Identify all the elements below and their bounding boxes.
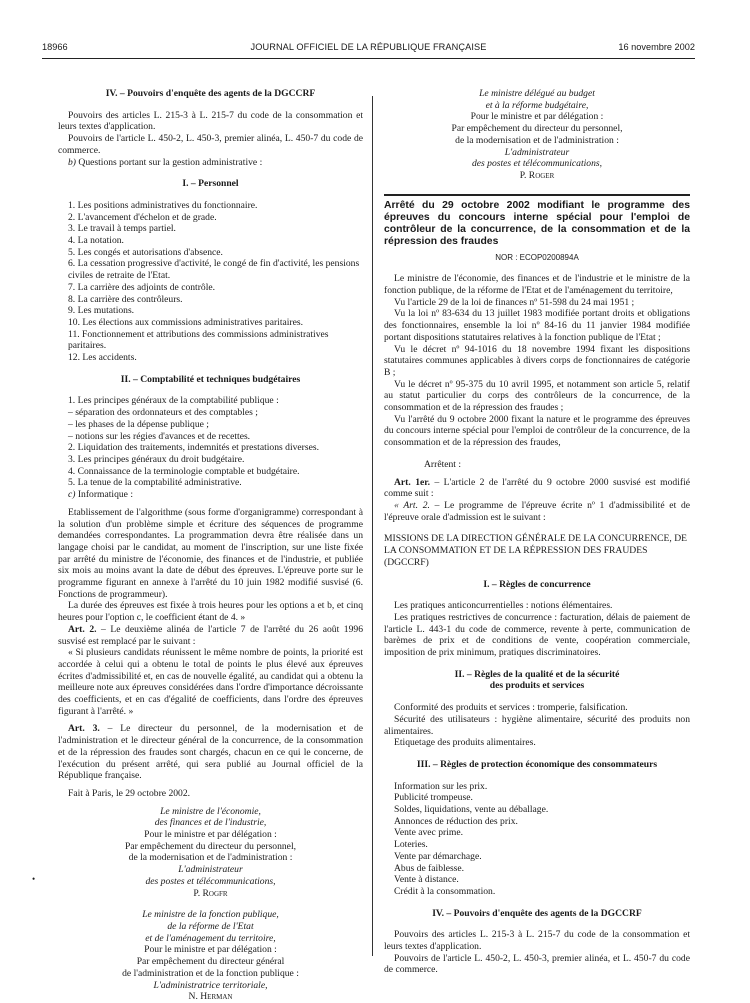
list-item: Loteries. xyxy=(394,839,428,851)
list-item: Conformité des produits et services : tromperie, falsification. xyxy=(394,702,628,714)
signature-line: Par empêchement du directeur du personnel, xyxy=(124,840,297,852)
list-item: 2. Liquidation des traitements, indemnités et prestations diverses. xyxy=(68,442,319,454)
item-letter: c) xyxy=(68,489,76,501)
arretent: Arrêtent : xyxy=(424,458,462,470)
section-title: I. – Règles de concurrence xyxy=(483,578,591,590)
paragraph: Pouvoirs de l'article L. 450-2, L. 450-3, premier alinéa, L. 450-7 du code de commerce. xyxy=(58,133,363,156)
signature-line: L'administratrice territoriale, xyxy=(153,979,268,991)
stray-mark: • xyxy=(32,874,36,884)
nor-reference: NOR : ECOP0200894A xyxy=(495,252,579,262)
page-header xyxy=(42,42,695,56)
list-item: Sécurité des utilisateurs : hygiène alimentaire, sécurité des produits non alimentaires. xyxy=(384,713,690,737)
article-text: – Le directeur du personnel, de la modernisation et de l'administration et le directeur général de la concurrence, de la consommation et de la répression des fraudes sont chargés, chacun en ce qui le concerne, de l'exécution du présent arrêté, qui sera publié au Journal officiel de la République française. xyxy=(58,723,364,782)
paragraph: Les pratiques anticoncurrentielles : notions élémentaires. xyxy=(394,600,613,612)
list-item: Publicité trompeuse. xyxy=(394,792,473,804)
section-title-line: II. – Règles de la qualité et de la sécurité xyxy=(454,668,620,680)
section-title: IV. – Pouvoirs d'enquête des agents de la DGCCRF xyxy=(105,88,316,99)
paragraph xyxy=(58,157,363,169)
item-letter: b) xyxy=(68,156,76,168)
paragraph xyxy=(58,624,363,647)
paragraph: Le ministre de l'économie, des finances et de l'industrie et le ministre de la fonction publique, de la réforme de l'Etat et de l'aménagement du territoire, xyxy=(384,273,690,297)
vu-clause: Vu l'article 29 de la loi de finances nº 51-598 du 24 mai 1951 ; xyxy=(394,296,635,308)
vu-clause: Vu le décret nº 95-375 du 10 avril 1995, et notamment son article 5, relatif au statut particulier du corps des contrôleurs de la concurrence, de la consommation et de la répression des fraudes ; xyxy=(384,378,690,414)
list-item: Etiquetage des produits alimentaires. xyxy=(394,737,536,749)
article-text: – Le programme de l'épreuve écrite nº 1 d'admissibilité et de l'épreuve orale d'admission est le suivant : xyxy=(384,499,690,523)
header-rule xyxy=(42,58,695,59)
signature-line: Le ministre de l'économie, xyxy=(160,805,261,817)
quoted-paragraph xyxy=(384,500,690,523)
signature-line: de la modernisation et de l'administration : xyxy=(455,134,619,146)
section-title-line: des produits et services xyxy=(489,680,585,692)
list-item: 11. Fonctionnement et attributions des commissions administratives paritaires. xyxy=(68,328,329,352)
signature-line: Le ministre de la fonction publique, xyxy=(142,909,279,921)
list-item: – les phases de la dépense publique ; xyxy=(68,418,209,430)
paragraph: La durée des épreuves est fixée à trois heures pour les options a et b, et cinq heures pour l'option c, le coefficient étant de 4. » xyxy=(58,600,363,624)
paragraph: Les pratiques restrictives de concurrence : facturation, délais de paiement de l'article L. 443-1 du code de commerce, revente à perte, communication de barèmes de prix et de conditions de vente, coopération commerciale, imposition de prix minimum, pratiques discriminatoires. xyxy=(384,611,690,659)
article-label: Art. 2. xyxy=(68,623,97,635)
section-title: III. – Règles de protection économique des consommateurs xyxy=(416,758,658,770)
list-item: 8. La carrière des contrôleurs. xyxy=(68,293,183,305)
signature-line: des postes et télécommunications, xyxy=(471,158,603,170)
missions-heading: MISSIONS DE LA DIRECTION GÉNÉRALE DE LA CONCURRENCE, DE LA CONSOMMATION ET DE LA RÉPRESSION DES FRAUDES (DGCCRF) xyxy=(384,533,687,568)
list-item: Vente à distance. xyxy=(394,874,459,886)
article-text: – L'article 2 de l'arrêté du 9 octobre 2000 susvisé est modifié comme suit : xyxy=(384,476,690,500)
list-item: Information sur les prix. xyxy=(394,780,488,792)
paragraph xyxy=(58,489,363,501)
signature-line: et de l'aménagement du territoire, xyxy=(145,932,276,944)
list-item: Crédit à la consommation. xyxy=(394,885,496,897)
left-column xyxy=(58,88,363,1003)
signature-line: Pour le ministre et par délégation : xyxy=(144,829,277,841)
separator-rule xyxy=(384,194,690,196)
signatory-name: P. Roger xyxy=(519,169,555,181)
list-item: Vente par démarchage. xyxy=(394,850,482,862)
list-item: 2. L'avancement d'échelon et de grade. xyxy=(68,211,217,223)
list-item: 4. Connaissance de la terminologie comptable et budgétaire. xyxy=(68,465,300,477)
list-item: 12. Les accidents. xyxy=(68,352,137,364)
list-item: 5. La tenue de la comptabilité administrative. xyxy=(68,477,242,489)
page-number: 18966 xyxy=(42,42,68,52)
list-item: – séparation des ordonnateurs et des comptables ; xyxy=(68,407,258,419)
column-divider xyxy=(372,96,373,956)
paragraph: Pouvoirs des articles L. 215-3 à L. 215-7 du code de la consommation et leurs textes d'application. xyxy=(384,929,690,953)
arrete-title: Arrêté du 29 octobre 2002 modifiant le programme des épreuves du concours interne spécial pour l'emploi de contrôleur de la concurrence, de la consommation et de la répression des fraudes xyxy=(384,199,690,247)
section-title: II. – Comptabilité et techniques budgétaires xyxy=(120,373,301,385)
signature-block xyxy=(384,88,690,182)
signature-block xyxy=(58,806,363,900)
paragraph: Pouvoirs de l'article L. 450-2, L. 450-3, premier alinéa, et L. 450-7 du code de commerce. xyxy=(384,952,690,976)
section-title: I. – Personnel xyxy=(182,178,239,190)
vu-clause: Vu l'arrêté du 9 octobre 2000 fixant la nature et le programme des épreuves du concours interne spécial pour l'emploi de contrôleur de la concurrence, de la consommation et de la répression des fraudes, xyxy=(384,413,690,449)
signatory-name: P. Rogfr xyxy=(193,887,228,899)
list-item: 1. Les principes généraux de la comptabilité publique : xyxy=(68,395,279,407)
paragraph: Pouvoirs des articles L. 215-3 à L. 215-7 du code de la consommation et leurs textes d'application. xyxy=(58,109,363,133)
item-text: Informatique : xyxy=(75,489,133,501)
section-title xyxy=(384,669,690,692)
list-item: 5. Les congés et autorisations d'absence. xyxy=(68,246,223,258)
paragraph: Etablissement de l'algorithme (sous forme d'organigramme) correspondant à la solution d'un problème simple et écriture des séquences de programme demandées correspondantes. La programmation devra être réalisée dans un langage choisi par le candidat, au moment de l'inscription, sur une liste fixée par arrêté du ministre de l'économie, des finances et de l'industrie, et publiée six mois au moins avant la date de début des épreuves. L'épreuve porte sur le programme figurant en annexe à l'arrêté du 10 juin 1982 modifié susvisé (6. Fonctions de programmeur). xyxy=(58,506,363,600)
issue-date: 16 novembre 2002 xyxy=(618,42,695,52)
list-item: 7. La carrière des adjoints de contrôle. xyxy=(68,281,216,293)
right-column xyxy=(384,88,690,976)
list-item: 9. Les mutations. xyxy=(68,305,135,317)
list-item: 6. La cessation progressive d'activité, le congé de fin d'activité, les pensions civiles de retraite de l'Etat. xyxy=(68,258,360,282)
list-item: 3. Les principes généraux du droit budgétaire. xyxy=(68,453,245,465)
vu-clause: Vu le décret nº 94-1016 du 18 novembre 1994 fixant les dispositions statutaires communes applicables à divers corps de fonctionnaires de catégorie B ; xyxy=(384,343,690,378)
article-text: – Le deuxième alinéa de l'article 7 de l'arrêté du 26 août 1996 susvisé est remplacé par le suivant : xyxy=(58,623,363,647)
fait-a-paris: Fait à Paris, le 29 octobre 2002. xyxy=(68,787,191,799)
article-label: Art. 3. xyxy=(68,723,100,735)
signatory-name: N. Herman xyxy=(188,991,233,1003)
vu-clause: Vu la loi nº 83-634 du 13 juillet 1983 modifiée portant droits et obligations des fonctionnaires, ensemble la loi nº 84-16 du 11 janvier 1984 modifiée portant dispositions statutaires relatives à la fonction publique de l'Etat ; xyxy=(384,308,690,343)
signature-line: et à la réforme budgétaire, xyxy=(485,99,589,111)
list-item: – notions sur les régies d'avances et de recettes. xyxy=(68,430,251,442)
signature-line: des postes et télécommunications, xyxy=(145,875,276,887)
signature-line: Par empêchement du directeur général xyxy=(136,956,285,968)
section-title: IV. – Pouvoirs d'enquête des agents de la DGCCRF xyxy=(432,907,642,919)
signature-line: de la réforme de l'Etat xyxy=(167,921,254,932)
signature-line: Pour le ministre et par délégation : xyxy=(144,944,277,956)
signature-line: de l'administration et de la fonction publique : xyxy=(122,967,299,979)
list-item: 10. Les élections aux commissions administratives paritaires. xyxy=(68,316,303,328)
article-label: « Art. 2. xyxy=(394,499,430,511)
list-item: Vente avec prime. xyxy=(394,827,463,839)
list-item: 1. Les positions administratives du fonctionnaire. xyxy=(68,199,258,211)
signature-block xyxy=(58,909,363,1003)
comptabilite-list xyxy=(58,395,363,489)
paragraph xyxy=(384,477,690,500)
list-item: 4. La notation. xyxy=(68,235,124,247)
signature-line: L'administrateur xyxy=(504,146,570,158)
signature-line: de la modernisation et de l'administration : xyxy=(128,852,293,864)
personnel-list xyxy=(58,200,363,364)
article-label: Art. 1er. xyxy=(394,476,431,488)
quoted-paragraph: « Si plusieurs candidats réunissent le même nombre de points, la priorité est accordée à celui qui a obtenu le total de points le plus élevé aux épreuves écrites d'admissibilité et, en cas de nouvelle égalité, au candidat qui a obtenu la meilleure note aux épreuves considérées dans l'ordre d'importance décroissante des coefficients, et en cas d'égalité de coefficients, dans l'ordre des épreuves figurant à l'arrêté. » xyxy=(58,647,363,717)
list-item: Soldes, liquidations, vente au déballage. xyxy=(394,804,549,816)
item-text: Questions portant sur la gestion administrative : xyxy=(76,156,263,168)
signature-line: des finances et de l'industrie, xyxy=(154,817,267,829)
list-item: Annonces de réduction des prix. xyxy=(394,815,518,827)
journal-title: JOURNAL OFFICIEL DE LA RÉPUBLIQUE FRANÇAISE xyxy=(250,42,487,52)
list-item: 3. Le travail à temps partiel. xyxy=(68,223,176,235)
signature-line: Par empêchement du directeur du personnel, xyxy=(451,123,623,135)
paragraph xyxy=(58,723,363,782)
signature-line: Le ministre délégué au budget xyxy=(479,88,595,99)
signature-line: L'administrateur xyxy=(178,864,243,876)
signature-line: Pour le ministre et par délégation : xyxy=(470,111,604,123)
list-item: Abus de faiblesse. xyxy=(394,862,465,874)
